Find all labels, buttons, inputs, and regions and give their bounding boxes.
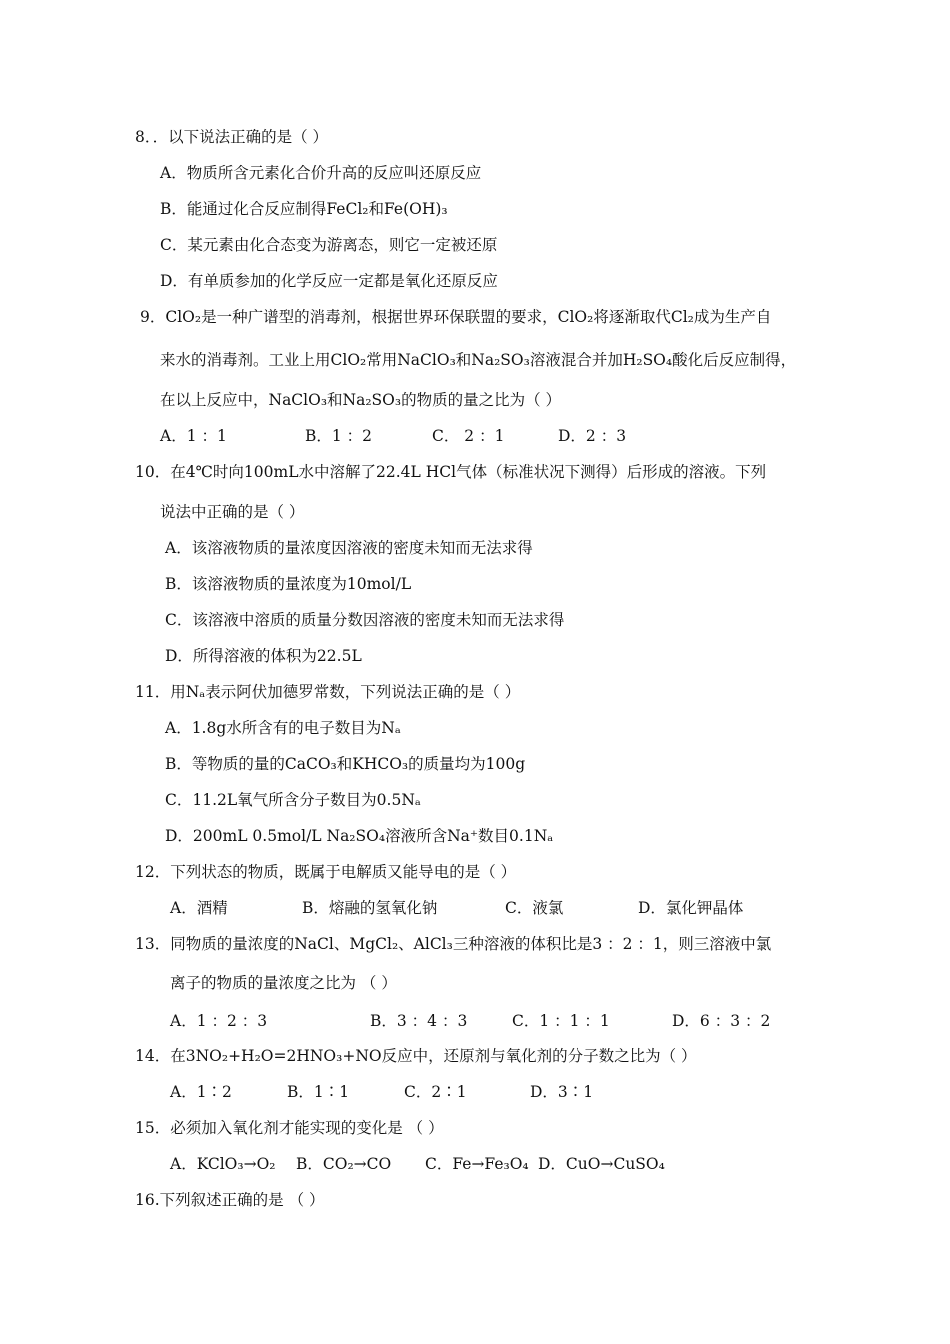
question-15-option-d: D．CuO→CuSO₄: [538, 1155, 665, 1173]
question-8-option-c: C．某元素由化合态变为游离态，则它一定被还原: [160, 236, 498, 254]
question-8-option-b: B．能通过化合反应制得FeCl₂和Fe(OH)₃: [160, 200, 448, 218]
question-10-option-c: C．该溶液中溶质的质量分数因溶液的密度未知而无法求得: [165, 611, 565, 629]
question-9-option-d: D．2 ：3: [558, 427, 627, 445]
question-8-option-d: D．有单质参加的化学反应一定都是氧化还原反应: [160, 272, 498, 290]
question-14-option-b: B．1∶1: [287, 1083, 350, 1101]
question-11-option-b: B．等物质的量的CaCO₃和KHCO₃的质量均为100g: [165, 755, 526, 773]
question-15-option-b: B．CO₂→CO: [296, 1155, 392, 1173]
question-12-option-b: B．熔融的氢氧化钠: [302, 899, 438, 917]
question-11-option-d: D．200mL 0.5mol/L Na₂SO₄溶液所含Na⁺数目0.1Nₐ: [165, 827, 554, 845]
question-11-option-c: C．11.2L氧气所含分子数目为0.5Nₐ: [165, 791, 421, 809]
question-12-option-d: D．氯化钾晶体: [638, 899, 744, 917]
question-15-stem: 15．必须加入氧化剂才能实现的变化是 （ ）: [135, 1119, 444, 1137]
question-10-option-a: A．该溶液物质的量浓度因溶液的密度未知而无法求得: [165, 539, 533, 557]
question-15-option-c: C．Fe→Fe₃O₄: [425, 1155, 529, 1173]
question-10-line-1: 10．在4℃时向100mL水中溶解了22.4L HCl气体（标准状况下测得）后形成的溶液。下列: [135, 463, 767, 481]
question-13-option-a: A．1 ：2 ：3: [170, 1012, 268, 1030]
question-14-stem: 14．在3NO₂+H₂O=2HNO₃+NO反应中，还原剂与氧化剂的分子数之比为（ ）: [135, 1047, 697, 1065]
question-10-line-2: 说法中正确的是（ ）: [160, 503, 305, 521]
question-13-line-1: 13．同物质的量浓度的NaCl、MgCl₂、AlCl₃三种溶液的体积比是3 ：2 ：1，则三溶液中氯: [135, 935, 772, 953]
question-14-option-c: C．2∶1: [404, 1083, 467, 1101]
question-12-option-a: A．酒精: [170, 899, 228, 917]
question-10-option-d: D．所得溶液的体积为22.5L: [165, 647, 362, 665]
question-14-option-d: D．3∶1: [530, 1083, 594, 1101]
question-11-option-a: A．1.8g水所含有的电子数目为Nₐ: [165, 719, 401, 737]
question-8-option-a: A．物质所含元素化合价升高的反应叫还原反应: [160, 164, 482, 182]
question-11-stem: 11．用Nₐ表示阿伏加德罗常数，下列说法正确的是（ ）: [135, 683, 521, 701]
question-15-option-a: A．KClO₃→O₂: [170, 1155, 276, 1173]
question-13-line-2: 离子的物质的量浓度之比为 （ ）: [170, 974, 397, 992]
question-8-stem: 8．．以下说法正确的是（ ）: [135, 128, 329, 146]
question-12-stem: 12．下列状态的物质，既属于电解质又能导电的是（ ）: [135, 863, 517, 881]
question-9-option-c: C． 2 ：1: [432, 427, 505, 445]
question-14-option-a: A．1∶2: [170, 1083, 232, 1101]
question-12-option-c: C．液氯: [505, 899, 564, 917]
question-10-option-b: B．该溶液物质的量浓度为10mol/L: [165, 575, 412, 593]
question-9-option-b: B．1 ：2: [305, 427, 373, 445]
question-9-line-2: 来水的消毒剂。工业上用ClO₂常用NaClO₃和Na₂SO₃溶液混合并加H₂SO₄酸化后反应制得，: [160, 351, 797, 369]
question-13-option-d: D．6 ：3 ：2: [672, 1012, 771, 1030]
question-9-line-3: 在以上反应中，NaClO₃和Na₂SO₃的物质的量之比为（ ）: [160, 391, 562, 409]
question-13-option-b: B．3 ：4 ：3: [370, 1012, 468, 1030]
question-13-option-c: C．1 ：1 ：1: [512, 1012, 610, 1030]
question-9-option-a: A．1 ：1: [160, 427, 227, 445]
question-16-stem: 16.下列叙述正确的是 （ ）: [135, 1191, 325, 1209]
question-9-line-1: 9．ClO₂是一种广谱型的消毒剂，根据世界环保联盟的要求，ClO₂将逐渐取代Cl₂成为生产自: [140, 308, 772, 326]
